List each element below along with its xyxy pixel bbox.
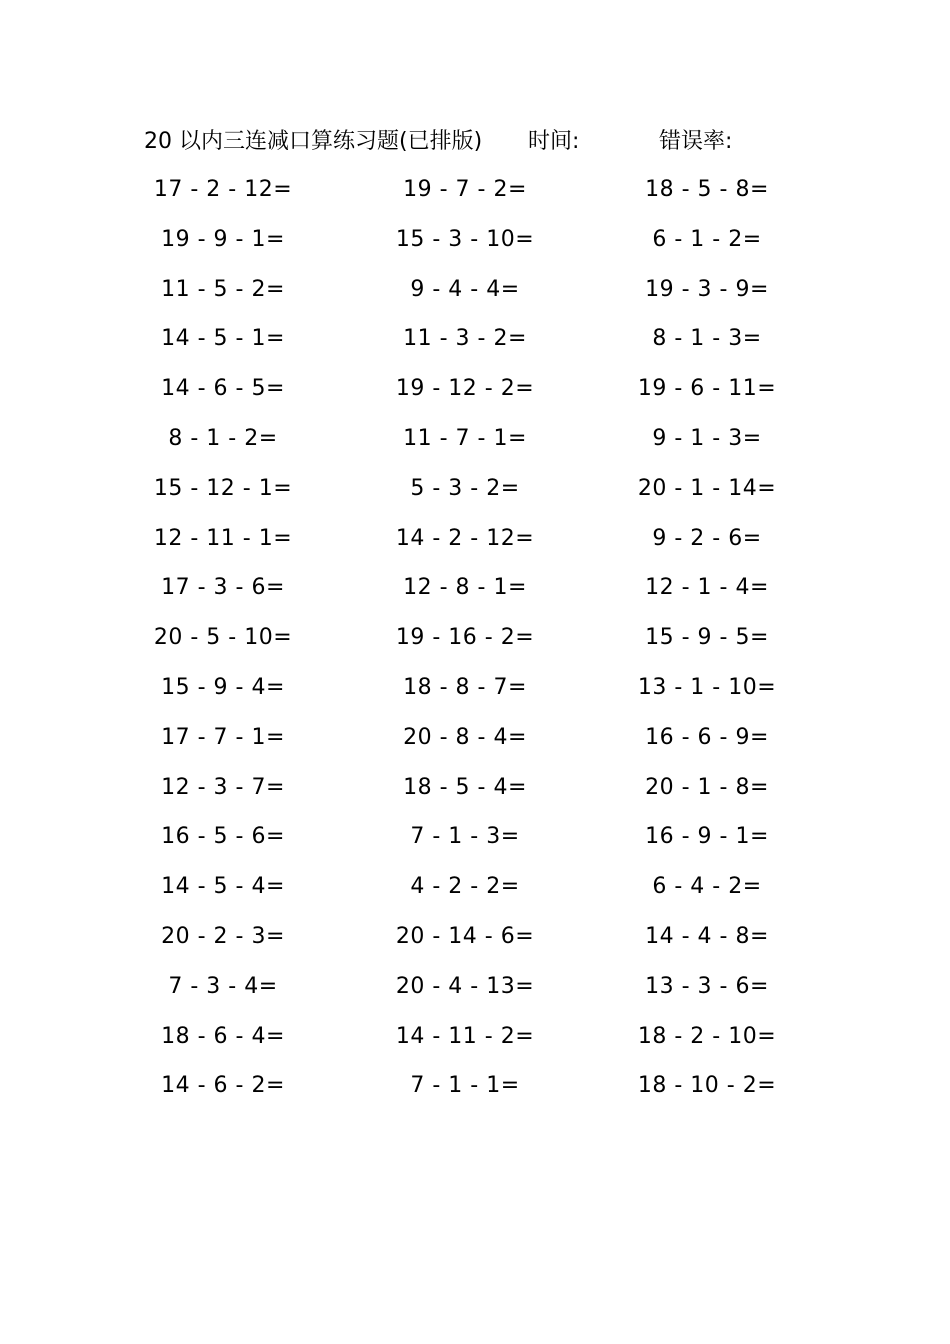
problem-cell: 12 - 11 - 1=: [153, 525, 293, 551]
problem-row: [0, 570, 950, 620]
problem-cell: 9 - 1 - 3=: [652, 425, 762, 451]
problem-cell: 7 - 1 - 1=: [410, 1073, 520, 1099]
problem-cell: 11 - 5 - 2=: [161, 276, 285, 302]
problem-cell: 6 - 4 - 2=: [652, 874, 762, 900]
problem-cell: 19 - 3 - 9=: [645, 276, 769, 302]
problem-cell: 15 - 9 - 4=: [161, 674, 285, 700]
problem-cell: 11 - 7 - 1=: [403, 425, 527, 451]
problem-cell: 7 - 3 - 4=: [168, 973, 278, 999]
problem-cell: 19 - 12 - 2=: [395, 376, 535, 402]
problem-cell: 7 - 1 - 3=: [410, 824, 520, 850]
time-label: 时间:: [528, 129, 580, 154]
problem-row: [0, 620, 950, 670]
problem-cell: 14 - 6 - 2=: [161, 1073, 285, 1099]
problem-cell: 18 - 5 - 8=: [645, 177, 769, 202]
error-rate-label: 错误率:: [659, 129, 733, 154]
problem-cell: 9 - 4 - 4=: [410, 276, 520, 302]
problem-row: [0, 172, 950, 222]
problem-cell: 6 - 1 - 2=: [652, 226, 762, 252]
problem-cell: 19 - 16 - 2=: [395, 625, 535, 651]
problem-cell: 5 - 3 - 2=: [410, 475, 520, 501]
worksheet-title: 20 以内三连减口算练习题(已排版): [144, 129, 483, 154]
problem-cell: 14 - 6 - 5=: [161, 376, 285, 402]
problem-grid: [0, 172, 950, 1118]
problem-row: [0, 819, 950, 869]
problem-row: [0, 869, 950, 919]
problem-cell: 9 - 2 - 6=: [652, 525, 762, 551]
problem-row: [0, 272, 950, 322]
problem-cell: 4 - 2 - 2=: [410, 874, 520, 900]
worksheet-header: [0, 124, 950, 160]
problem-row: [0, 1068, 950, 1118]
problem-row: [0, 1019, 950, 1069]
problem-cell: 14 - 5 - 1=: [161, 326, 285, 352]
problem-cell: 16 - 9 - 1=: [645, 824, 769, 850]
problem-cell: 20 - 14 - 6=: [395, 923, 535, 949]
problem-cell: 19 - 9 - 1=: [161, 226, 285, 252]
problem-cell: 18 - 5 - 4=: [403, 774, 527, 800]
problem-row: [0, 770, 950, 820]
problem-cell: 11 - 3 - 2=: [403, 326, 527, 352]
problem-row: [0, 521, 950, 571]
problem-cell: 20 - 8 - 4=: [403, 724, 527, 750]
problem-row: [0, 421, 950, 471]
problem-cell: 16 - 5 - 6=: [161, 824, 285, 850]
problem-row: [0, 670, 950, 720]
problem-cell: 16 - 6 - 9=: [645, 724, 769, 750]
problem-cell: 15 - 12 - 1=: [153, 475, 293, 501]
problem-cell: 17 - 2 - 12=: [153, 177, 293, 202]
problem-row: [0, 919, 950, 969]
problem-row: [0, 371, 950, 421]
problem-cell: 14 - 11 - 2=: [395, 1023, 535, 1049]
problem-cell: 18 - 8 - 7=: [403, 674, 527, 700]
problem-cell: 18 - 10 - 2=: [637, 1073, 777, 1099]
problem-cell: 12 - 1 - 4=: [645, 575, 769, 601]
problem-cell: 15 - 3 - 10=: [395, 226, 535, 252]
problem-row: [0, 321, 950, 371]
problem-cell: 18 - 2 - 10=: [637, 1023, 777, 1049]
problem-row: [0, 720, 950, 770]
problem-cell: 8 - 1 - 2=: [168, 425, 278, 451]
problem-cell: 20 - 4 - 13=: [395, 973, 535, 999]
problem-cell: 14 - 2 - 12=: [395, 525, 535, 551]
problem-cell: 13 - 3 - 6=: [645, 973, 769, 999]
problem-cell: 19 - 7 - 2=: [403, 177, 527, 202]
problem-cell: 18 - 6 - 4=: [161, 1023, 285, 1049]
problem-cell: 17 - 7 - 1=: [161, 724, 285, 750]
problem-cell: 14 - 4 - 8=: [645, 923, 769, 949]
problem-cell: 12 - 3 - 7=: [161, 774, 285, 800]
problem-cell: 15 - 9 - 5=: [645, 625, 769, 651]
problem-row: [0, 969, 950, 1019]
problem-cell: 19 - 6 - 11=: [637, 376, 777, 402]
problem-row: [0, 471, 950, 521]
problem-cell: 14 - 5 - 4=: [161, 874, 285, 900]
problem-cell: 12 - 8 - 1=: [403, 575, 527, 601]
problem-cell: 20 - 2 - 3=: [161, 923, 285, 949]
problem-row: [0, 222, 950, 272]
problem-cell: 20 - 5 - 10=: [153, 625, 293, 651]
problem-cell: 20 - 1 - 14=: [637, 475, 777, 501]
problem-cell: 8 - 1 - 3=: [652, 326, 762, 352]
problem-cell: 20 - 1 - 8=: [645, 774, 769, 800]
problem-cell: 13 - 1 - 10=: [637, 674, 777, 700]
problem-cell: 17 - 3 - 6=: [161, 575, 285, 601]
